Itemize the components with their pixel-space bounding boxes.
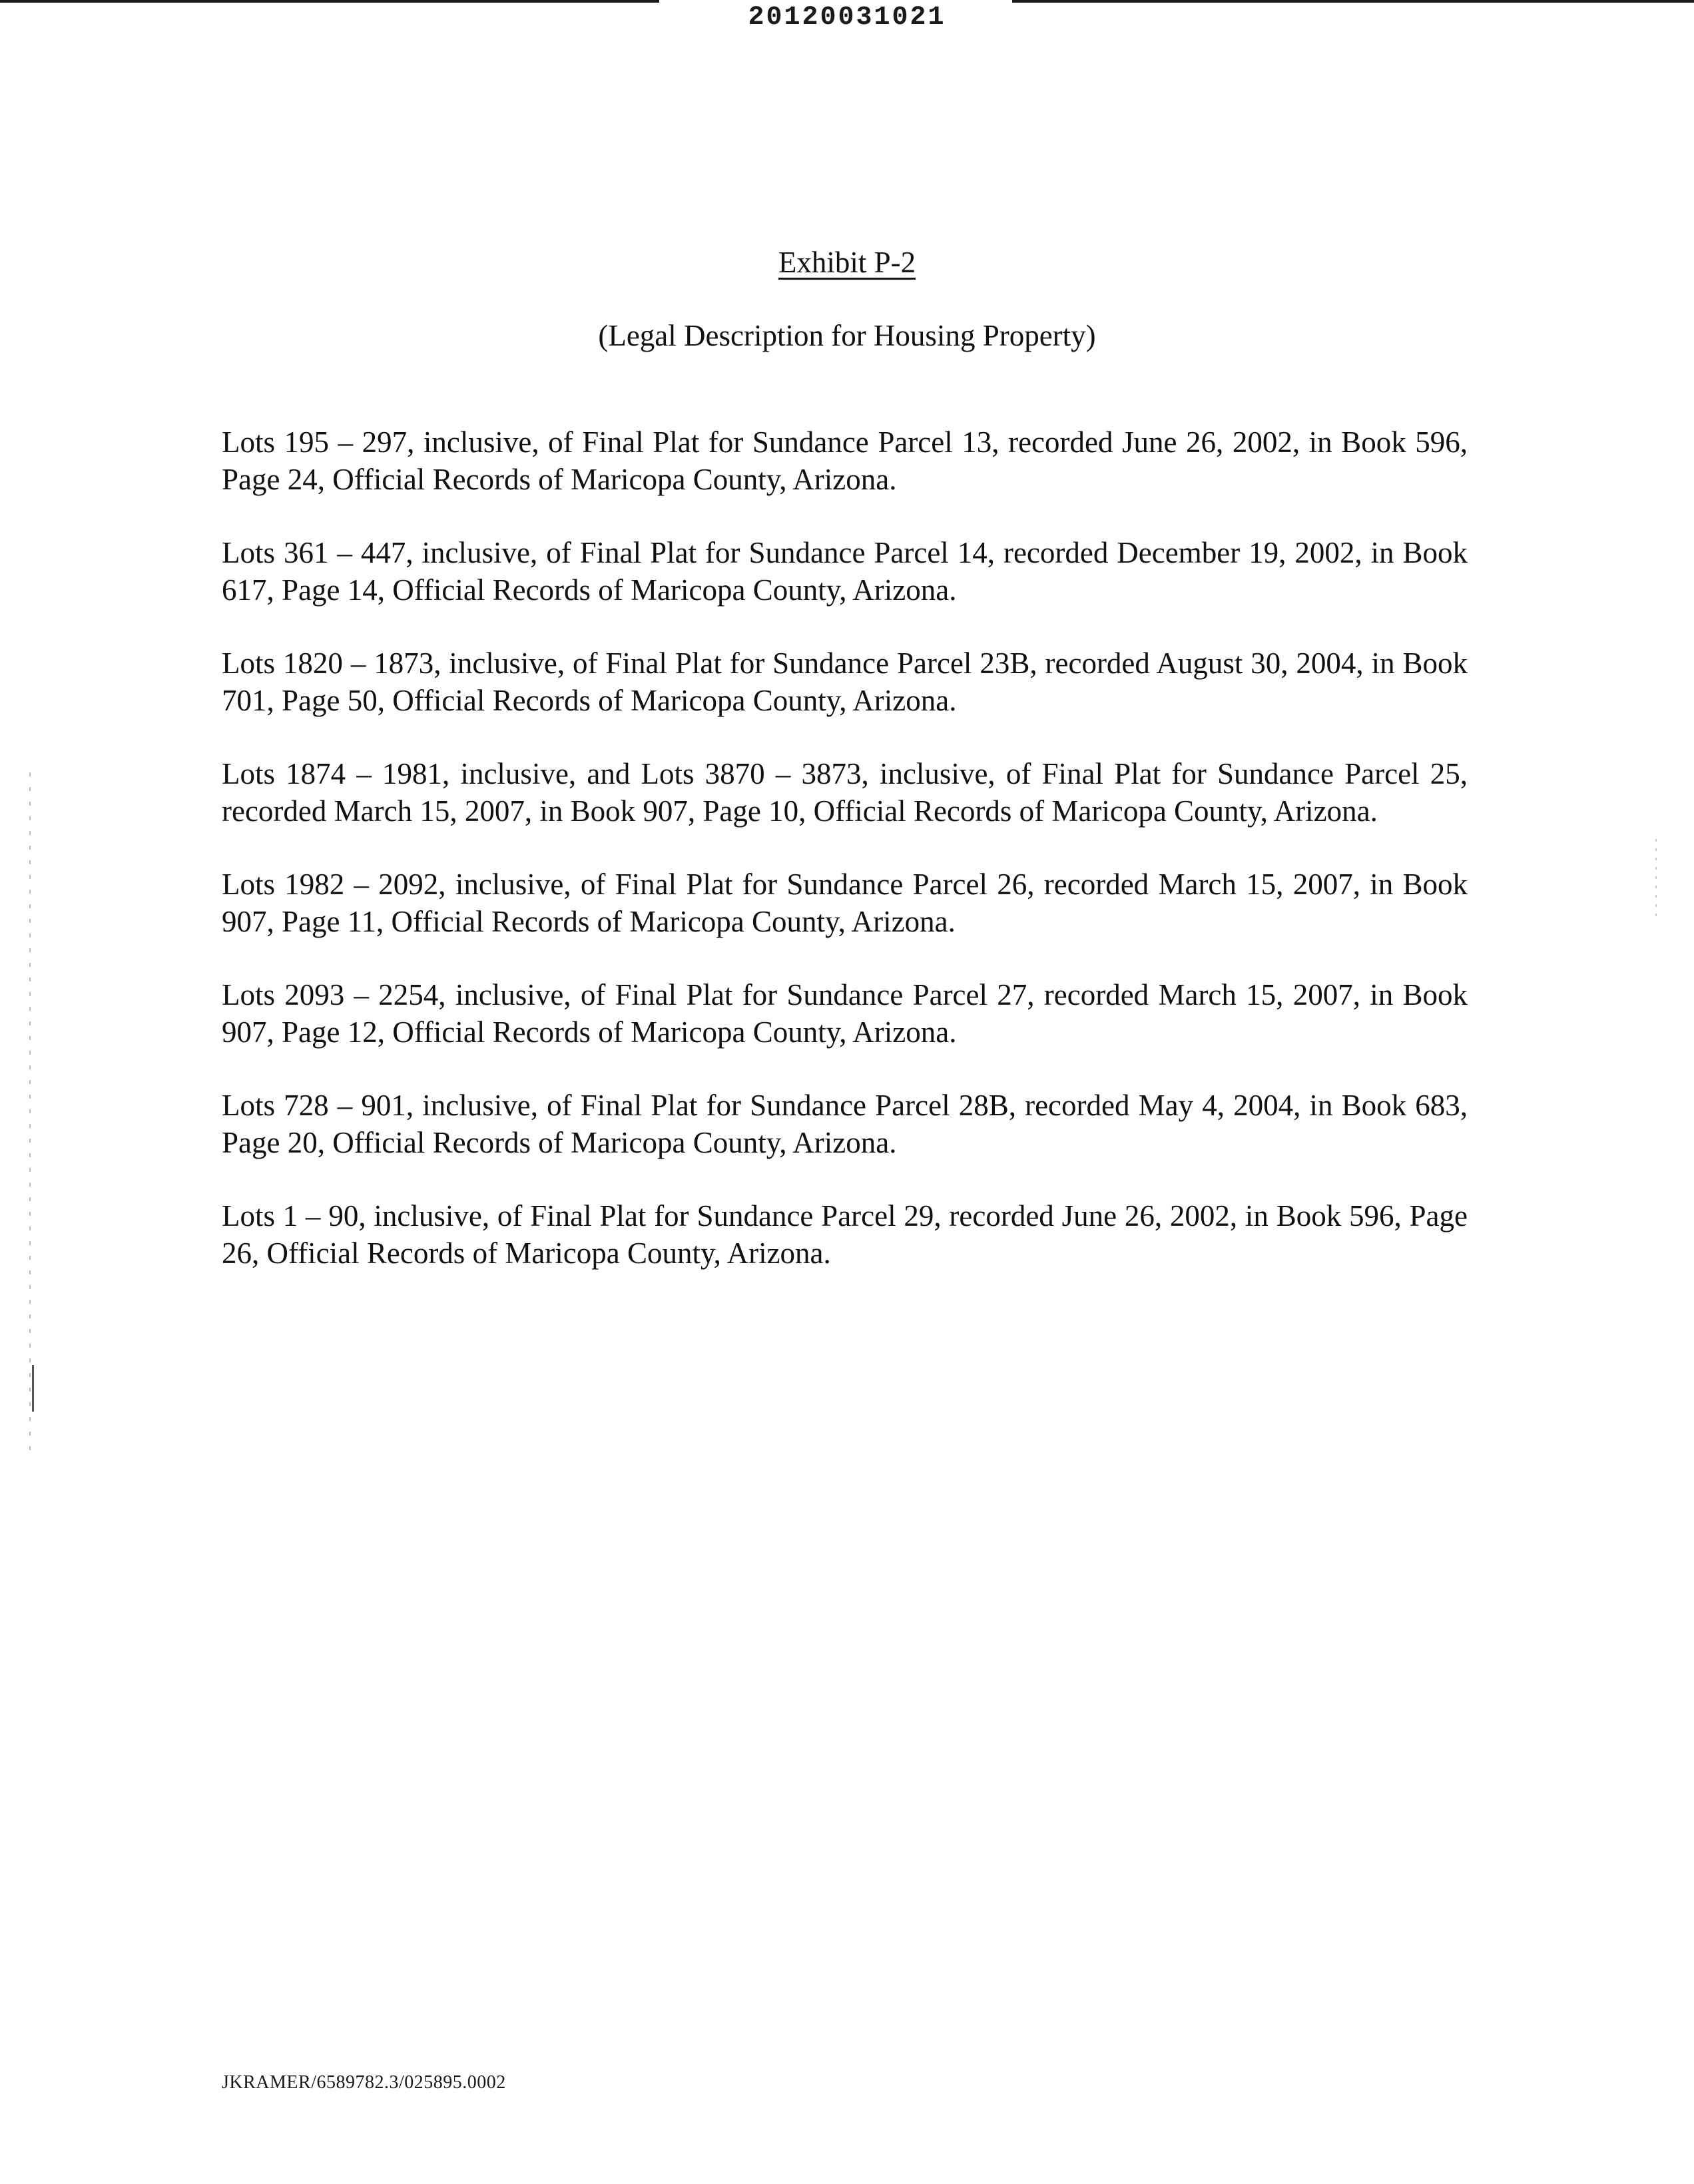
scan-edge-mark-left-dark [32, 1365, 34, 1412]
footer-document-id: JKRAMER/6589782.3/025895.0002 [222, 2072, 506, 2093]
legal-paragraph-parcel-28b: Lots 728 – 901, inclusive, of Final Plat for Sundance Parcel 28B, recorded May 4, 2004, in Book 683, Page 20, Official Records of Maricopa County, Arizona. [222, 1089, 1468, 1159]
scan-edge-mark-left [29, 772, 31, 1452]
exhibit-subtitle: (Legal Description for Housing Property) [598, 319, 1096, 352]
legal-paragraph-parcel-13: Lots 195 – 297, inclusive, of Final Plat for Sundance Parcel 13, recorded June 26, 2002, in Book 596, Page 24, Official Records of Maricopa County, Arizona. [222, 425, 1468, 496]
recording-number: 20120031021 [748, 3, 946, 33]
legal-paragraph-parcel-27: Lots 2093 – 2254, inclusive, of Final Plat for Sundance Parcel 27, recorded March 15, 2007, in Book 907, Page 12, Official Records of Maricopa County, Arizona. [222, 978, 1468, 1049]
scan-edge-mark-right [1655, 839, 1657, 919]
legal-paragraph-parcel-26: Lots 1982 – 2092, inclusive, of Final Plat for Sundance Parcel 26, recorded March 15, 2007, in Book 907, Page 11, Official Records of Maricopa County, Arizona. [222, 868, 1468, 938]
exhibit-title [0, 244, 1694, 281]
exhibit-title-text: Exhibit P-2 [778, 246, 916, 279]
legal-paragraph-parcel-14: Lots 361 – 447, inclusive, of Final Plat for Sundance Parcel 14, recorded December 19, 2002, in Book 617, Page 14, Official Records of Maricopa County, Arizona. [222, 536, 1468, 607]
legal-paragraph-parcel-23b: Lots 1820 – 1873, inclusive, of Final Plat for Sundance Parcel 23B, recorded August 30, 2004, in Book 701, Page 50, Official Records of Maricopa County, Arizona. [222, 647, 1468, 717]
legal-paragraph-parcel-29: Lots 1 – 90, inclusive, of Final Plat for Sundance Parcel 29, recorded June 26, 2002, in Book 596, Page 26, Official Records of Maricopa County, Arizona. [222, 1199, 1468, 1270]
legal-description-body [222, 423, 1468, 1308]
legal-paragraph-parcel-25: Lots 1874 – 1981, inclusive, and Lots 3870 – 3873, inclusive, of Final Plat for Sundance Parcel 25, recorded March 15, 2007, in Book 907, Page 10, Official Records of Maricopa County, Arizona. [222, 757, 1468, 828]
